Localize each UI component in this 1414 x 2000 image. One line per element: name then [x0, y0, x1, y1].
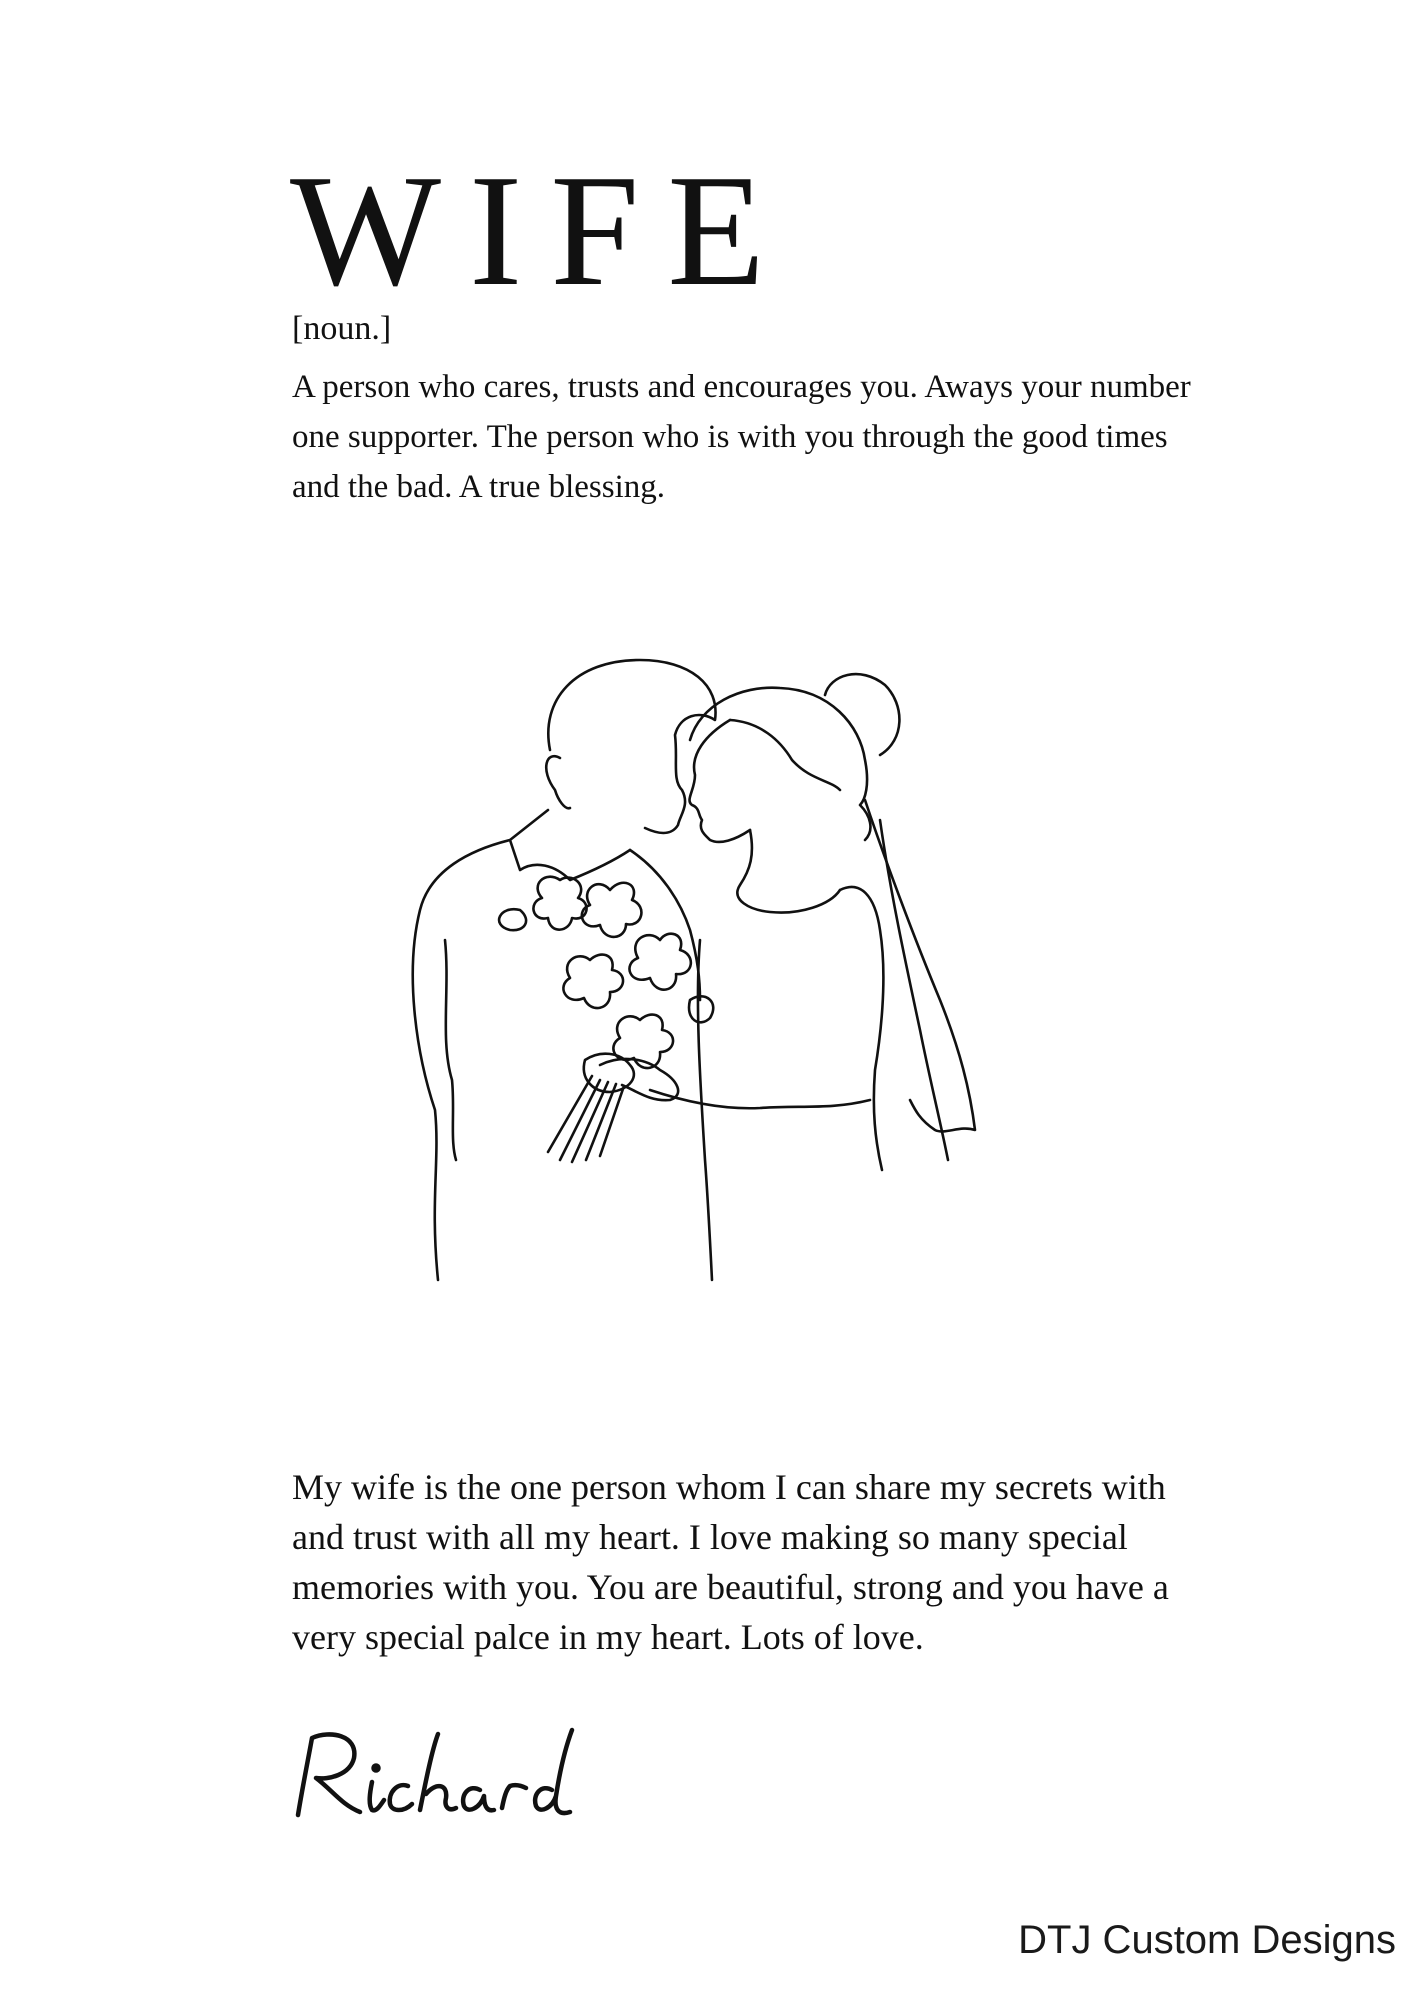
bride-veil — [865, 800, 975, 1131]
groom-ear — [546, 756, 570, 808]
groom-side — [630, 850, 700, 1000]
bride-shoulder — [840, 887, 883, 1170]
bride-arm — [650, 1090, 870, 1108]
bouquet-flower-5 — [613, 1015, 673, 1068]
bride-bun — [825, 674, 899, 755]
bride-hairline — [730, 720, 840, 790]
bride-face — [690, 720, 750, 842]
couple-line-art-illustration — [360, 640, 1080, 1360]
bride-hair — [690, 688, 870, 840]
bride-neck — [737, 830, 840, 913]
groom-back — [413, 840, 510, 1280]
brand-footer: DTJ Custom Designs — [1018, 1918, 1396, 1962]
part-of-speech: [noun.] — [292, 310, 392, 347]
bouquet-stems — [548, 1076, 624, 1162]
groom-head — [548, 660, 715, 833]
signature — [280, 1720, 580, 1830]
bouquet-flower-3 — [629, 934, 690, 990]
groom-collar — [510, 810, 630, 880]
groom-arm-line — [445, 940, 456, 1160]
personal-message: My wife is the one person whom I can share my secrets with and trust with all my heart. I love making so many special memories with you. You are beautiful, strong and you have a very special palce in my heart. Lots of love. — [292, 1467, 1169, 1657]
bouquet-flower-4 — [563, 955, 623, 1008]
bouquet-flower-2 — [582, 883, 642, 937]
bouquet-wrap — [584, 1054, 634, 1092]
definition-text: A person who cares, trusts and encourages you. Aways your number one supporter. The person who is with you through the good times and the bad. A true blessing. — [292, 369, 1191, 505]
bouquet-leaf-1 — [499, 909, 526, 930]
bouquet-flower-1 — [533, 877, 586, 930]
title-word: WIFE — [290, 141, 794, 319]
